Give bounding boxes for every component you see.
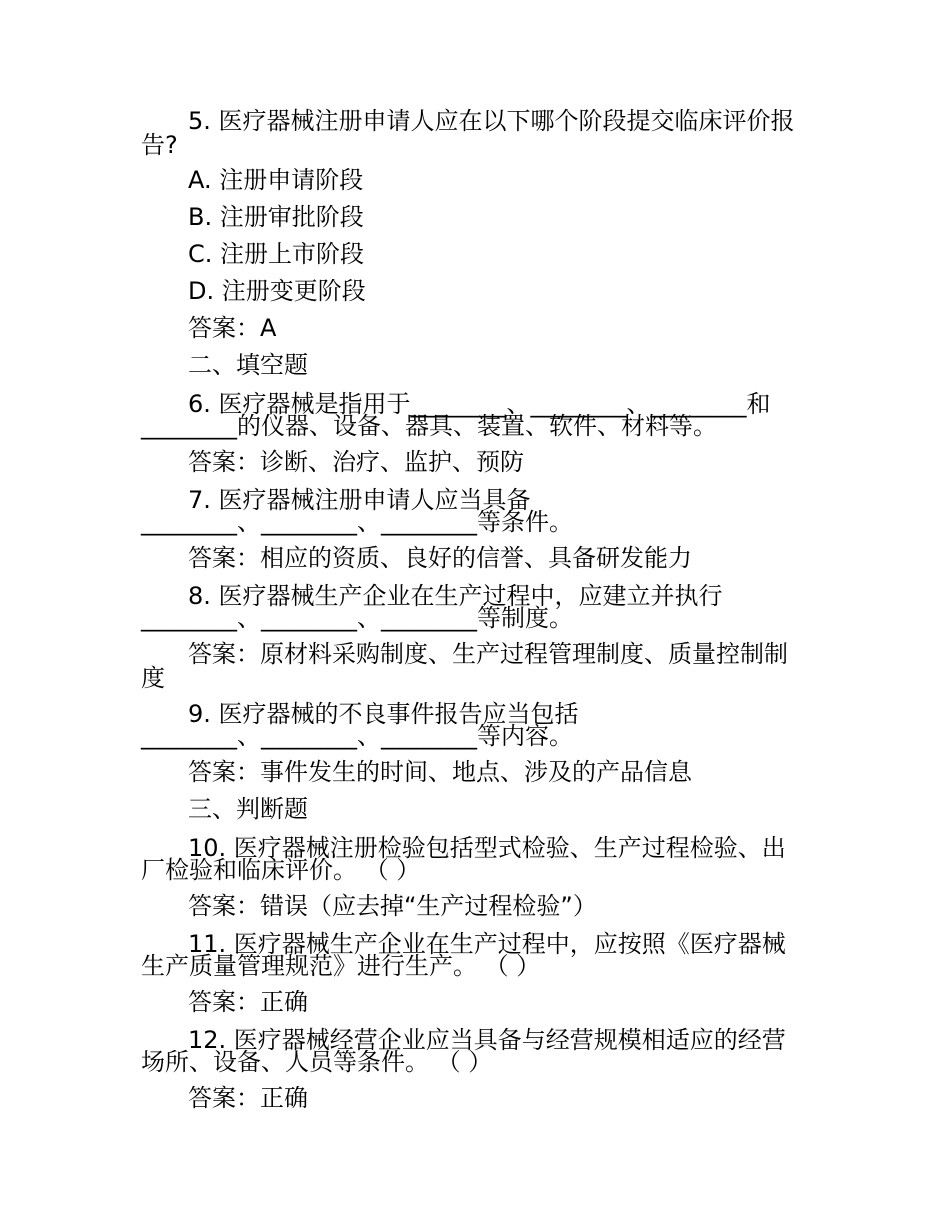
q8-answer-line1: 答案：原材料采购制度、生产过程管理制度、质量控制制 — [188, 640, 788, 668]
q10-text-line1: 10. 医疗器械注册检验包括型式检验、生产过程检验、出 — [188, 834, 786, 862]
q11-text-line1: 11. 医疗器械生产企业在生产过程中，应按照《医疗器械 — [188, 930, 786, 958]
q8-answer-line2: 度 — [141, 664, 165, 692]
q8-text-line1: 8. 医疗器械生产企业在生产过程中，应建立并执行 — [188, 582, 723, 610]
q7-text-line2: ________、________、________等条件。 — [141, 508, 573, 536]
q6-answer: 答案：诊断、治疗、监护、预防 — [188, 448, 524, 476]
q9-answer: 答案：事件发生的时间、地点、涉及的产品信息 — [188, 758, 692, 786]
q5-option-b: B. 注册审批阶段 — [188, 203, 364, 231]
q9-text-line1: 9. 医疗器械的不良事件报告应当包括 — [188, 700, 579, 728]
q5-option-d: D. 注册变更阶段 — [188, 277, 366, 305]
q8-text-line2: ________、________、________等制度。 — [141, 604, 573, 632]
q10-answer: 答案：错误（应去掉“生产过程检验”） — [188, 892, 597, 920]
q6-text-line1: 6. 医疗器械是指用于________、________、________和 — [188, 390, 771, 418]
q12-text-line2: 场所、设备、人员等条件。 （ ） — [141, 1048, 493, 1076]
q5-answer: 答案：A — [188, 314, 277, 342]
q6-text-line2: ________的仪器、设备、器具、装置、软件、材料等。 — [141, 412, 717, 440]
q5-text-line1: 5. 医疗器械注册申请人应在以下哪个阶段提交临床评价报 — [188, 107, 795, 135]
q12-answer: 答案：正确 — [188, 1084, 308, 1112]
q9-text-line2: ________、________、________等内容。 — [141, 722, 573, 750]
q11-text-line2: 生产质量管理规范》进行生产。 （ ） — [141, 952, 541, 980]
q12-text-line1: 12. 医疗器械经营企业应当具备与经营规模相适应的经营 — [188, 1026, 786, 1054]
q5-option-a: A. 注册申请阶段 — [188, 166, 364, 194]
section-title-fill-in: 二、填空题 — [188, 351, 308, 379]
section-title-true-false: 三、判断题 — [188, 795, 308, 823]
q7-answer: 答案：相应的资质、良好的信誉、具备研发能力 — [188, 544, 692, 572]
q7-text-line1: 7. 医疗器械注册申请人应当具备 — [188, 486, 531, 514]
q11-answer: 答案：正确 — [188, 988, 308, 1016]
q5-text-line2: 告? — [141, 131, 178, 159]
q5-option-c: C. 注册上市阶段 — [188, 240, 365, 268]
q10-text-line2: 厂检验和临床评价。 （ ） — [141, 856, 421, 884]
